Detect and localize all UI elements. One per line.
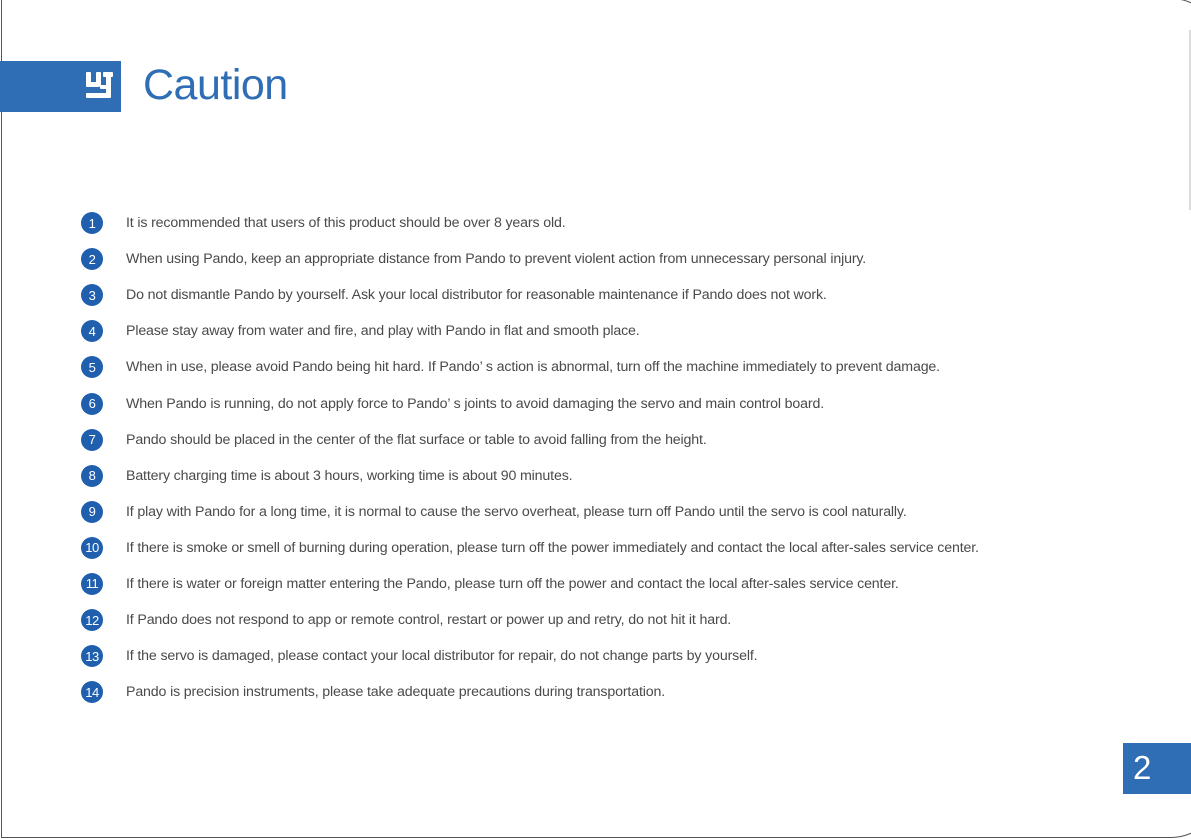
caution-item	[81, 205, 979, 241]
caution-text: Pando should be placed in the center of the flat surface or table to avoid falling from the height.	[126, 431, 707, 448]
caution-text: Please stay away from water and fire, and play with Pando in flat and smooth place.	[126, 323, 640, 340]
caution-text: Do not dismantle Pando by yourself. Ask your local distributor for reasonable maintenance if Pando does not work.	[126, 287, 827, 304]
caution-text: If the servo is damaged, please contact your local distributor for repair, do not change parts by yourself.	[126, 648, 758, 665]
number-badge: 8	[81, 465, 103, 487]
caution-item	[81, 638, 979, 674]
number-badge: 9	[81, 501, 103, 523]
number-badge: 6	[81, 393, 103, 415]
caution-text: When using Pando, keep an appropriate distance from Pando to prevent violent action from unnecessary personal injury.	[126, 251, 867, 268]
number-badge: 7	[81, 429, 103, 451]
caution-item	[81, 674, 979, 710]
caution-text: If there is smoke or smell of burning during operation, please turn off the power immediately and contact the local after-sales service center.	[126, 539, 979, 556]
caution-item	[81, 277, 979, 313]
caution-text: When Pando is running, do not apply force to Pando’ s joints to avoid damaging the servo and main control board.	[126, 395, 825, 412]
caution-item	[81, 494, 979, 530]
caution-text: If play with Pando for a long time, it is normal to cause the servo overheat, please turn off Pando until the servo is cool naturally.	[126, 503, 907, 520]
number-badge: 3	[81, 284, 103, 306]
caution-item	[81, 566, 979, 602]
caution-text: It is recommended that users of this product should be over 8 years old.	[126, 215, 566, 232]
page-number: 2	[1133, 749, 1152, 786]
page-title: Caution	[143, 61, 288, 109]
caution-text: Pando is precision instruments, please take adequate precautions during transportation.	[126, 684, 666, 701]
caution-item	[81, 313, 979, 349]
caution-item	[81, 530, 979, 566]
number-badge: 4	[81, 320, 103, 342]
caution-text: If there is water or foreign matter entering the Pando, please turn off the power and contact the local after-sales service center.	[126, 575, 899, 592]
caution-list	[81, 205, 979, 710]
number-badge: 11	[81, 573, 103, 595]
caution-item	[81, 385, 979, 421]
brand-logo-icon	[84, 70, 114, 102]
number-badge: 14	[81, 681, 103, 703]
number-badge: 5	[81, 356, 103, 378]
caution-item	[81, 241, 979, 277]
caution-item	[81, 602, 979, 638]
number-badge: 1	[81, 212, 103, 234]
number-badge: 2	[81, 248, 103, 270]
number-badge: 12	[81, 609, 103, 631]
caution-text: When in use, please avoid Pando being hit hard. If Pando’ s action is abnormal, turn off the machine immediately to prevent damage.	[126, 359, 940, 376]
caution-item	[81, 349, 979, 385]
caution-text: If Pando does not respond to app or remote control, restart or power up and retry, do not hit it hard.	[126, 612, 732, 629]
caution-text: Battery charging time is about 3 hours, working time is about 90 minutes.	[126, 467, 573, 484]
caution-item	[81, 458, 979, 494]
caution-item	[81, 422, 979, 458]
number-badge: 13	[81, 645, 103, 667]
number-badge: 10	[81, 537, 103, 559]
